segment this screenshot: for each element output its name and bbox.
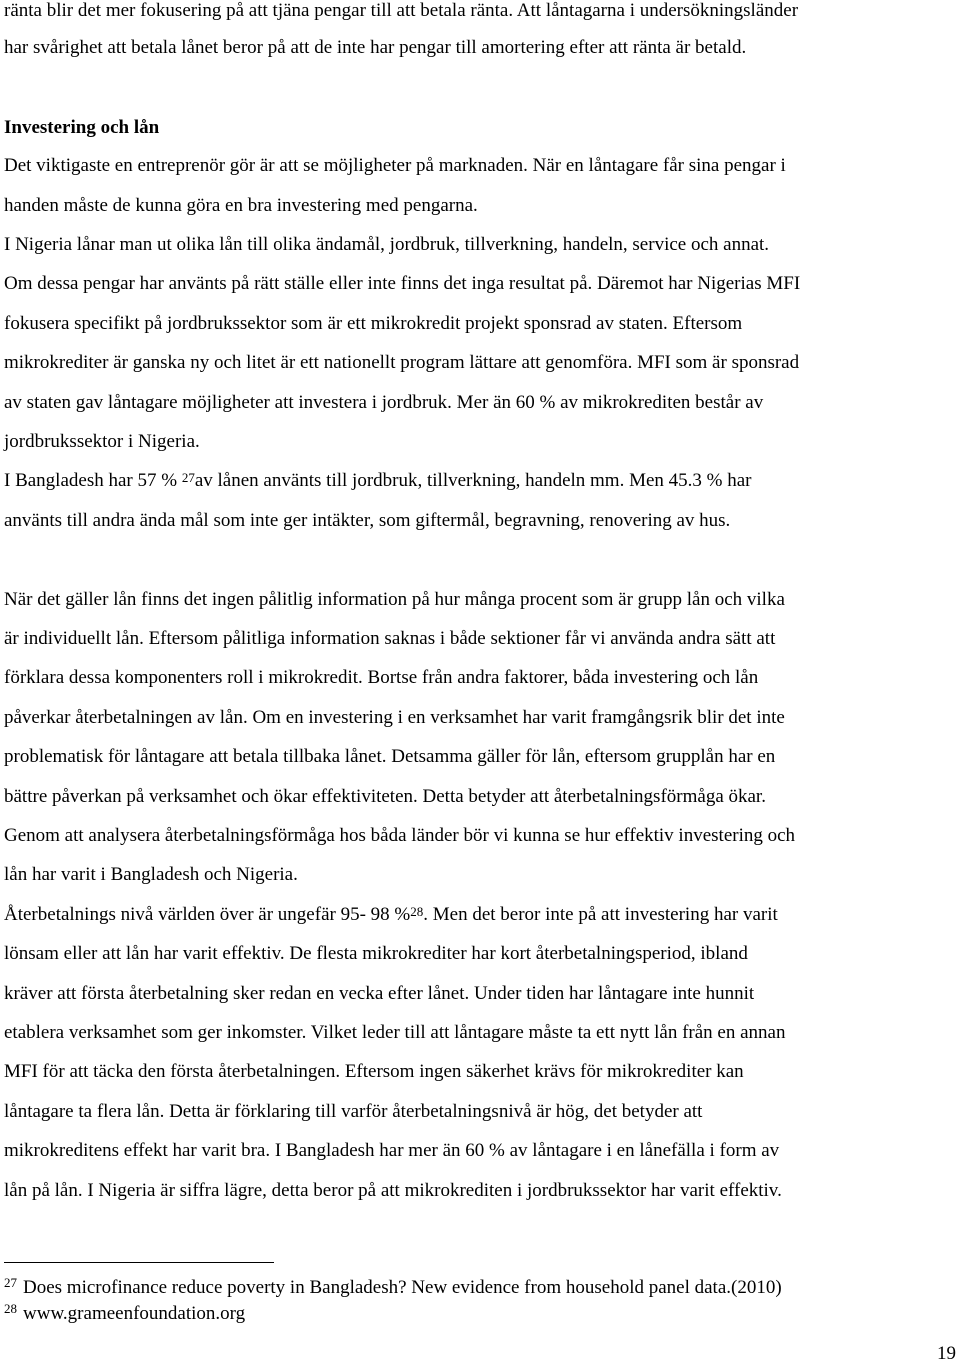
body-text-line: är individuellt lån. Eftersom pålitliga information saknas i både sektioner får vi använda andra sätt att [4, 628, 776, 649]
body-text-line: påverkar återbetalningen av lån. Om en investering i en verksamhet har varit framgångsrik blir det inte [4, 707, 785, 728]
body-text-line: handen måste de kunna göra en bra investering med pengarna. [4, 195, 478, 216]
body-text-line: förklara dessa komponenters roll i mikrokredit. Bortse från andra faktorer, båda investering och lån [4, 667, 759, 688]
body-text-line: mikrokrediter är ganska ny och litet är ett nationellt program lättare att genomföra. MFI som är sponsrad [4, 352, 800, 373]
body-text-line: av staten gav låntagare möjligheter att investera i jordbruk. Mer än 60 % av mikrokrediten består av [4, 392, 764, 413]
body-text-line: I Nigeria lånar man ut olika lån till olika ändamål, jordbruk, tillverkning, handeln, service och annat. [4, 234, 770, 255]
body-text-line: fokusera specifikt på jordbrukssektor som är ett mikrokredit projekt sponsrad av staten. Eftersom [4, 313, 743, 334]
body-text-line [4, 904, 778, 926]
text-run: I Bangladesh har 57 % [4, 470, 182, 491]
footnote-number: 27 [4, 1275, 17, 1290]
body-text-line: bättre påverkan på verksamhet och ökar effektiviteten. Detta betyder att återbetalningsförmåga ökar. [4, 786, 766, 807]
footnote-ref-27[interactable]: 27 [181, 470, 195, 485]
footnote-link[interactable]: www.grameenfoundation.org [23, 1303, 246, 1324]
body-text-line: När det gäller lån finns det ingen pålitlig information på hur många procent som är grupp lån och vilka [4, 589, 785, 610]
body-text-line: problematisk för låntagare att betala tillbaka lånet. Detsamma gäller för lån, eftersom grupplån har en [4, 746, 776, 767]
body-text-line: Om dessa pengar har använts på rätt ställe eller inte finns det inga resultat på. Däremot har Nigerias MFI [4, 273, 801, 294]
footnote-text: Does microfinance reduce poverty in Bangladesh? New evidence from household panel data.(2010) [23, 1277, 782, 1298]
body-text-line: Genom att analysera återbetalningsförmåga hos båda länder bör vi kunna se hur effektiv investering och [4, 825, 796, 846]
body-text-line: lönsam eller att lån har varit effektiv. De flesta mikrokrediter har kort återbetalningsperiod, ibland [4, 943, 748, 964]
footnote-separator [4, 1262, 274, 1263]
footnote-27 [4, 1277, 782, 1300]
body-text-line: jordbrukssektor i Nigeria. [4, 431, 200, 452]
text-run: av lånen använts till jordbruk, tillverkning, handeln mm. Men 45.3 % har [194, 470, 752, 491]
body-text-line: låntagare ta flera lån. Detta är förklaring till varför återbetalningsnivå är hög, det betyder att [4, 1101, 703, 1122]
body-text-line: lån har varit i Bangladesh och Nigeria. [4, 864, 298, 885]
body-text-line: mikrokreditens effekt har varit bra. I Bangladesh har mer än 60 % av låntagare i en lånefälla i form av [4, 1140, 780, 1161]
footnote-ref-28[interactable]: 28 [410, 904, 424, 919]
body-text-line: etablera verksamhet som ger inkomster. Vilket leder till att låntagare måste ta ett nytt lån från en annan [4, 1022, 786, 1043]
page-number: 19 [937, 1343, 956, 1364]
text-run: . Men det beror inte på att investering har varit [423, 904, 778, 925]
footnote-number: 28 [4, 1301, 17, 1316]
body-text-line: ränta blir det mer fokusering på att tjäna pengar till att betala ränta. Att låntagarna i undersökningsländer [4, 0, 799, 21]
body-text-line: Det viktigaste en entreprenör gör är att se möjligheter på marknaden. När en låntagare får sina pengar i [4, 155, 786, 176]
document-page [4, 0, 956, 1362]
text-run: Återbetalnings nivå världen över är ungefär 95- 98 % [4, 904, 411, 925]
footnote-28 [4, 1303, 245, 1326]
body-text-line: använts till andra ända mål som inte ger intäkter, som giftermål, begravning, renovering av hus. [4, 510, 731, 531]
body-text-line: kräver att första återbetalning sker redan en vecka efter lånet. Under tiden har låntagare inte hunnit [4, 983, 755, 1004]
body-text-line: MFI för att täcka den första återbetalningen. Eftersom ingen säkerhet krävs för mikrokrediter kan [4, 1061, 744, 1082]
body-text-line [4, 470, 752, 492]
section-heading: Investering och lån [4, 117, 160, 138]
body-text-line: har svårighet att betala lånet beror på att de inte har pengar till amortering efter att ränta är betald. [4, 37, 747, 58]
body-text-line: lån på lån. I Nigeria är siffra lägre, detta beror på att mikrokrediten i jordbrukssektor har varit effektiv. [4, 1180, 782, 1201]
